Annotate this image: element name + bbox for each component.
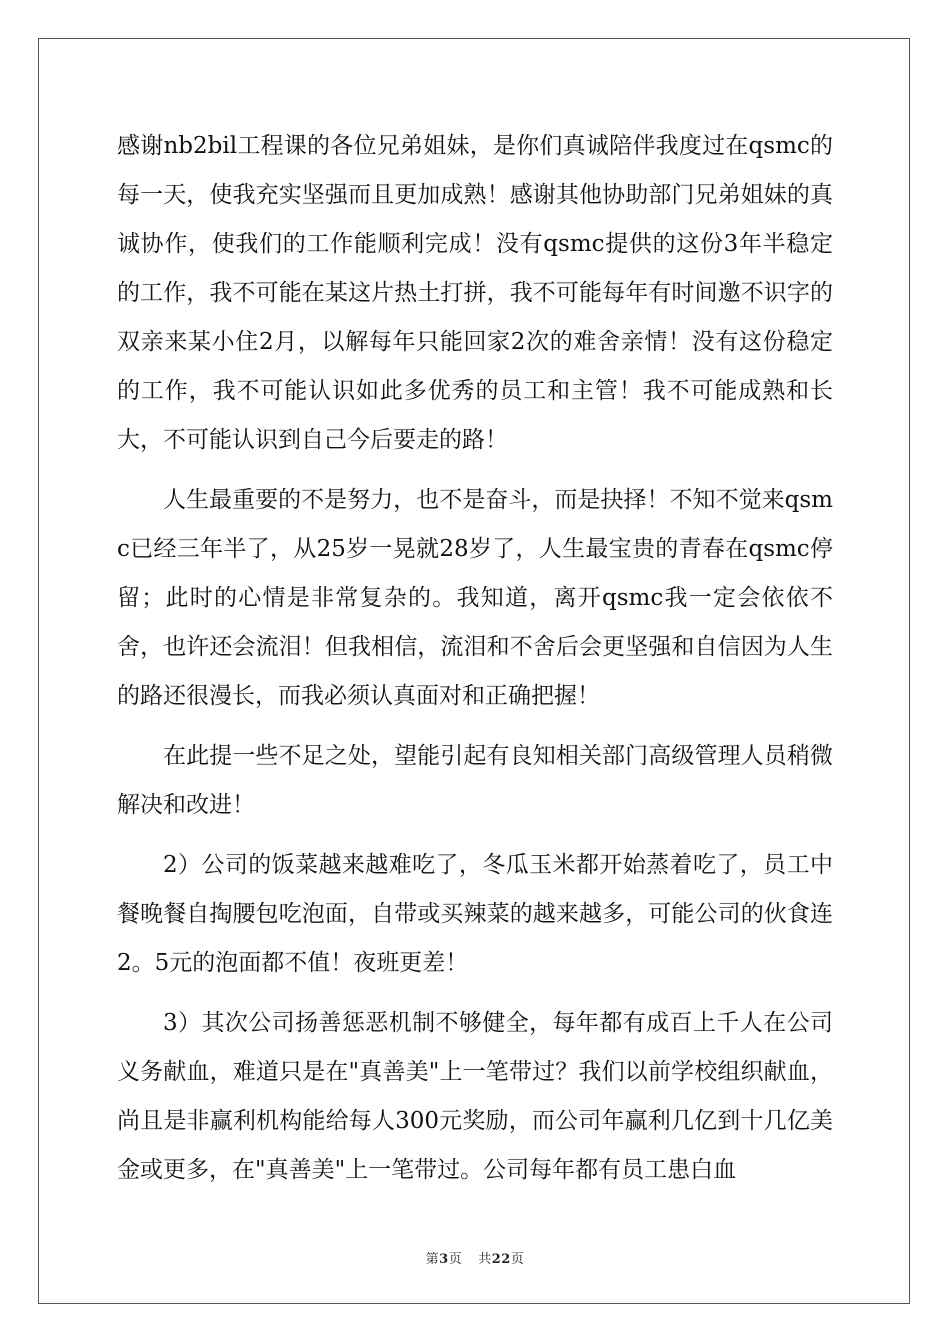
paragraph-3: 在此提一些不足之处，望能引起有良知相关部门高级管理人员稍微解决和改进！ (117, 743, 833, 818)
page-number-current: 3 (439, 1252, 449, 1267)
page-footer (0, 1248, 950, 1267)
paragraph-5: 3）其次公司扬善惩恶机制不够健全，每年都有成百上千人在公司义务献血，难道只是在"真善美"上一笔带过？我们以前学校组织献血，尚且是非赢利机构能给每人300元奖励，而公司年赢利几亿到十几亿美金或更多，在"真善美"上一笔带过。公司每年都有员工患白血 (117, 1010, 833, 1183)
page-number-prefix: 第 (425, 1252, 440, 1267)
paragraph-1: 感谢nb2bil工程课的各位兄弟姐妹，是你们真诚陪伴我度过在qsmc的每一天，使我充实坚强而且更加成熟！感谢其他协助部门兄弟姐妹的真诚协作，使我们的工作能顺利完成！没有qsmc提供的这份3年半稳定的工作，我不可能在某这片热土打拼，我不可能每年有时间邀不识字的双亲来某小住2月，以解每年只能回家2次的难舍亲情！没有这份稳定的工作，我不可能认识如此多优秀的员工和主管！我不可能成熟和长大，不可能认识到自己今后要走的路！ (117, 133, 833, 453)
page-number-suffix: 页 (448, 1252, 463, 1267)
paragraph-4: 2）公司的饭菜越来越难吃了，冬瓜玉米都开始蒸着吃了，员工中餐晚餐自掏腰包吃泡面，自带或买辣菜的越来越多，可能公司的伙食连2。5元的泡面都不值！夜班更差！ (117, 852, 833, 976)
page-total-suffix: 页 (510, 1252, 525, 1267)
page-number-total: 22 (491, 1252, 511, 1267)
paragraph-2: 人生最重要的不是努力，也不是奋斗，而是抉择！不知不觉来qsmc已经三年半了，从25岁一晃就28岁了，人生最宝贵的青春在qsmc停留；此时的心情是非常复杂的。我知道，离开qsmc我一定会依依不舍，也许还会流泪！但我相信，流泪和不舍后会更坚强和自信因为人生的路还很漫长，而我必须认真面对和正确把握！ (117, 487, 833, 709)
page-total-prefix: 共 (478, 1252, 492, 1267)
document-body (117, 122, 833, 1206)
